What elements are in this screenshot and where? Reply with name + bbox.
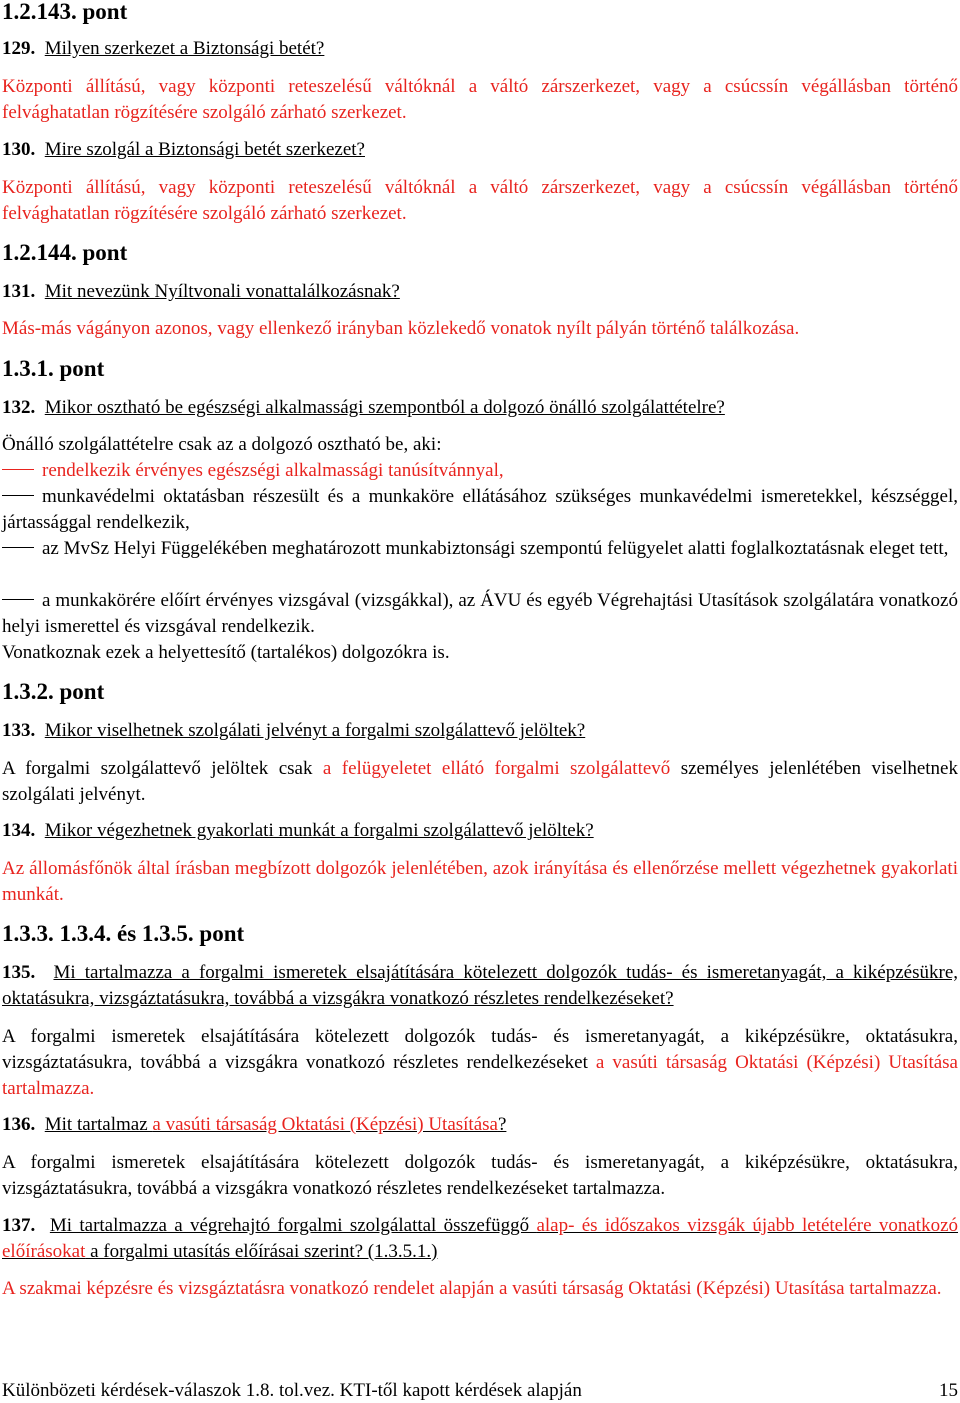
answer-133 xyxy=(2,756,958,808)
question-131 xyxy=(2,279,958,305)
question-text-part: a forgalmi utasítás előírásai szerint? (1.3.5.1.) xyxy=(85,1241,438,1262)
item-text: munkavédelmi oktatásban részesült és a munkaköre ellátásához szükséges munkavédelmi ismeretekkel, készséggel, jártassággal rendelkezik, xyxy=(2,486,958,533)
section-heading: 1.2.144. pont xyxy=(2,240,128,265)
question-132 xyxy=(2,395,958,421)
question-number: 133. xyxy=(2,720,36,741)
answer-134: Az állomásfőnök által írásban megbízott dolgozók jelenlétében, azok irányítása és ellenőrzése mellett végezhetnek gyakorlati munkát. xyxy=(2,858,958,905)
question-number: 136. xyxy=(2,1114,36,1135)
question-text: Mikor viselhetnek szolgálati jelvényt a forgalmi szolgálattevő jelöltek? xyxy=(44,720,586,741)
answer-129: Központi állítású, vagy központi reteszelésű váltóknál a váltó zárszerkezet, vagy a csúcssín végállásban történő felvághatatlan rögzítésére szolgáló zárható szerkezet. xyxy=(2,76,958,123)
answer-132-intro: Önálló szolgálattételre csak az a dolgozó osztható be, aki: xyxy=(2,434,442,455)
answer-137: A szakmai képzésre és vizsgáztatásra vonatkozó rendelet alapján a vasúti társaság Oktatási (Képzési) Utasítása tartalmazza. xyxy=(2,1278,942,1299)
section-heading: 1.3.2. pont xyxy=(2,679,105,704)
question-number: 130. xyxy=(2,139,36,160)
answer-132-item xyxy=(2,458,958,484)
dash-bullet xyxy=(2,469,34,470)
answer-132-item xyxy=(2,588,958,640)
question-text xyxy=(2,1215,958,1262)
question-text: Mit nevezünk Nyíltvonali vonattalálkozásnak? xyxy=(44,281,400,302)
answer-135 xyxy=(2,1024,958,1102)
answer-132-item xyxy=(2,536,958,562)
page-footer xyxy=(2,1380,958,1402)
question-text-part: Mi tartalmazza a végrehajtó forgalmi szolgálattal összefüggő xyxy=(49,1215,537,1236)
question-text: Mikor osztható be egészségi alkalmassági szempontból a dolgozó önálló szolgálattételre? xyxy=(44,397,725,418)
question-text: Mikor végezhetnek gyakorlati munkát a forgalmi szolgálattevő jelöltek? xyxy=(44,820,594,841)
question-number: 137. xyxy=(2,1215,36,1236)
question-highlight: a vasúti társaság Oktatási (Képzési) Utasítása xyxy=(152,1114,498,1135)
answer-132-item xyxy=(2,484,958,536)
question-133 xyxy=(2,718,958,744)
answer-130: Központi állítású, vagy központi reteszelésű váltóknál a váltó zárszerkezet, vagy a csúcssín végállásban történő felvághatatlan rögzítésére szolgáló zárható szerkezet. xyxy=(2,177,958,224)
question-text xyxy=(45,1114,507,1135)
answer-highlight: a felügyeletet ellátó forgalmi szolgálattevő xyxy=(322,758,671,779)
question-text: Mi tartalmazza a forgalmi ismeretek elsajátítására kötelezett dolgozók tudás- és ismeretanyagát, a kiképzésükre, oktatásukra, vizsgáztatásukra, továbbá a vizsgákra vonatkozó részletes rendelkezéseket? xyxy=(2,962,959,1009)
question-highlight: alap- és időszakos vizsgák újabb letételére vonatkozó előírásokat xyxy=(2,1215,959,1262)
question-135 xyxy=(2,960,958,1012)
answer-highlight: a vasúti társaság Oktatási (Képzési) Utasítása tartalmazza. xyxy=(2,1052,958,1099)
section-heading: 1.3.3. 1.3.4. és 1.3.5. pont xyxy=(2,921,245,946)
question-text-part: ? xyxy=(497,1114,507,1135)
question-137 xyxy=(2,1213,958,1265)
answer-131: Más-más vágányon azonos, vagy ellenkező irányban közlekedő vonatok nyílt pályán történő találkozása. xyxy=(2,318,800,339)
question-136 xyxy=(2,1112,958,1138)
item-text: rendelkezik érvényes egészségi alkalmassági tanúsítvánnyal, xyxy=(42,460,504,481)
section-heading: 1.2.143. pont xyxy=(2,0,128,24)
question-text-part: Mit tartalmaz xyxy=(44,1114,153,1135)
question-129 xyxy=(2,36,958,62)
question-number: 129. xyxy=(2,38,36,59)
question-134 xyxy=(2,818,958,844)
dash-bullet xyxy=(2,547,34,548)
answer-text: A forgalmi szolgálattevő jelöltek csak xyxy=(2,758,323,779)
dash-bullet xyxy=(2,495,34,496)
item-text: az MvSz Helyi Függelékében meghatározott munkabiztonsági szempontú felügyelet alatti foglalkoztatásnak eleget tett, xyxy=(42,538,949,559)
question-130 xyxy=(2,137,958,163)
section-heading: 1.3.1. pont xyxy=(2,356,105,381)
footer-text: Különbözeti kérdések-válaszok 1.8. tol.vez. KTI-től kapott kérdések alapján xyxy=(2,1380,582,1401)
dash-bullet xyxy=(2,599,34,600)
answer-text: A forgalmi ismeretek elsajátítására kötelezett dolgozók tudás- és ismeretanyagát, a kiképzésükre, oktatásukra, vizsgáztatásukra, továbbá a vizsgákra vonatkozó részletes rendelkezéseket xyxy=(2,1026,958,1073)
question-text: Milyen szerkezet a Biztonsági betét? xyxy=(44,38,325,59)
page-number: 15 xyxy=(939,1380,958,1401)
question-number: 131. xyxy=(2,281,36,302)
question-number: 135. xyxy=(2,962,36,983)
item-text: a munkakörére előírt érvényes vizsgával (vizsgákkal), az ÁVU és egyéb Végrehajtási Utasítások szolgálatára vonatkozó helyi ismerettel és vizsgával rendelkezik. xyxy=(2,590,958,637)
question-number: 134. xyxy=(2,820,36,841)
answer-136: A forgalmi ismeretek elsajátítására kötelezett dolgozók tudás- és ismeretanyagát, a kiképzésükre, oktatásukra, vizsgáztatásukra, továbbá a vizsgákra vonatkozó részletes rendelkezéseket tartalmazza. xyxy=(2,1152,958,1199)
question-text: Mire szolgál a Biztonsági betét szerkezet? xyxy=(44,139,365,160)
question-number: 132. xyxy=(2,397,36,418)
answer-text: személyes jelenlétében viselhetnek szolgálati jelvényt. xyxy=(2,758,958,805)
answer-132-outro: Vonatkoznak ezek a helyettesítő (tartalékos) dolgozókra is. xyxy=(2,642,450,663)
